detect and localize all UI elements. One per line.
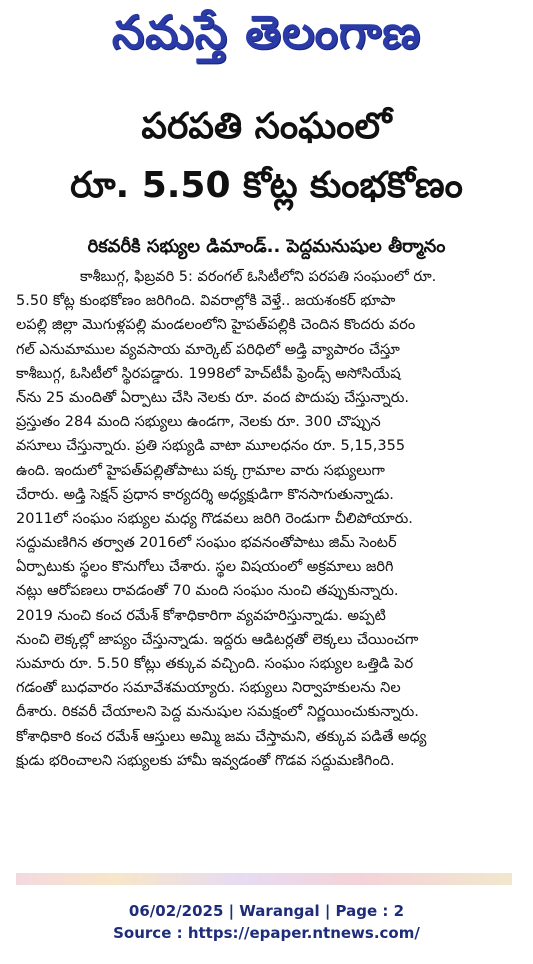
article-body-line: ఉంది. ఇందులో హైపత్‌పల్లితోపాటు పక్క గ్రామాల వారు సభ్యులుగా	[16, 462, 385, 479]
article-body-line: వసూలు చేస్తున్నారు. ప్రతి సభ్యుడి వాటా మూలధనం రూ. 5,15,355	[16, 438, 406, 455]
article-body-line: దీశారు. రికవరీ చేయాలని పెద్ద మనుషుల సమక్షంలో నిర్ణయించుకున్నారు.	[16, 704, 419, 721]
article-body-line: సద్దుమణిగిన తర్వాత 2016లో సంఘం భవనంతోపాటు జిమ్ సెంటర్	[16, 535, 397, 552]
subheadline: రికవరీకి సభ్యుల డిమాండ్.. పెద్దమనుషుల తీర్మానం	[87, 236, 446, 257]
article-body-line: కోశాధికారి కంచ రమేశ్ ఆస్తులు అమ్మి జమ చేస్తామని, తక్కువ పడితే అధ్య	[16, 728, 427, 745]
article-body-line: నుంచి లెక్కల్లో జాప్యం చేస్తున్నాడు. ఇద్దరు ఆడిటర్లతో లెక్కలు చేయించగా	[16, 631, 419, 648]
edition-info: 06/02/2025 | Warangal | Page : 2	[128, 902, 405, 920]
article-body-line: సుమారు రూ. 5.50 కోట్లు తక్కువ వచ్చింది. సంఘం సభ్యుల ఒత్తిడి పెర	[16, 656, 414, 672]
article-body-line: నట్లు ఆరోపణలు రావడంతో 70 మంది సంఘం నుంచి తప్పుకున్నారు.	[16, 583, 399, 600]
headline-line-2: రూ. 5.50 కోట్ల కుంభకోణం	[70, 165, 463, 206]
article-body-line: లపల్లి జిల్లా మొగుళ్లపల్లి మండలంలోని హైపత్‌పల్లికి చెందిన కొందరు వరం	[16, 317, 416, 334]
article-body-line: చేరారు. అడ్తి సెక్షన్ ప్రధాన కార్యదర్శి అధ్యక్షుడిగా కొనసాగుతున్నాడు.	[16, 486, 394, 503]
article-body-line: కాశీబుగ్గ, ఫిబ్రవరి 5: వరంగల్ ఓసిటీలోని పరపతి సంఘంలో రూ.	[80, 269, 437, 285]
article-body-line: గడంతో బుధవారం సమావేశమయ్యారు. సభ్యులు నిర్వాహకులను నిల	[16, 680, 401, 697]
article-body-line: న్‌ను 25 మందితో ఏర్పాటు చేసి నెలకు రూ. వంద పొదుపు చేస్తున్నారు.	[16, 389, 410, 406]
article-body-line: 2019 నుంచి కంచ రమేశ్ కోశాధికారిగా వ్యవహరిస్తున్నాడు. అప్పటి	[16, 607, 386, 624]
headline-line-1: పరపతి సంఘంలో	[141, 106, 392, 147]
article-body-line: కాశీబుగ్గ, ఓసిటీలో స్థిరపడ్డారు. 1998లో హెచ్‌టీపీ ఫ్రెండ్స్ అసోసియేష	[16, 365, 401, 382]
article-body	[16, 265, 514, 773]
article-body-line: గల్ ఎనుమాముల వ్యవసాయ మార్కెట్ పరిధిలో అడ్తి వ్యాపారం చేస్తూ	[16, 341, 400, 358]
article-body-line: క్షుడు భరించాలని సభ్యులకు హామీ ఇవ్వడంతో గొడవ సద్దుమణిగింది.	[16, 752, 395, 769]
decorative-image-strip	[16, 873, 512, 885]
article-body-line: ప్రస్తుతం 284 మంది సభ్యులు ఉండగా, నెలకు రూ. 300 చొప్పున	[16, 414, 381, 431]
article-body-line: 2011లో సంఘం సభ్యుల మధ్య గొడవలు జరిగి రెండుగా చీలిపోయారు.	[16, 510, 413, 527]
source-link[interactable]: Source : https://epaper.ntnews.com/	[113, 924, 420, 942]
article-body-line: ఏర్పాటుకు స్థలం కొనుగోలు చేశారు. స్థల విషయంలో అక్రమాలు జరిగి	[16, 559, 394, 576]
newspaper-masthead: నమస్తే తెలంగాణ	[111, 5, 422, 59]
article-body-line: 5.50 కోట్ల కుంభకోణం జరిగింది. వివరాల్లోకి వెళ్తే.. జయశంకర్ భూపా	[16, 293, 396, 310]
